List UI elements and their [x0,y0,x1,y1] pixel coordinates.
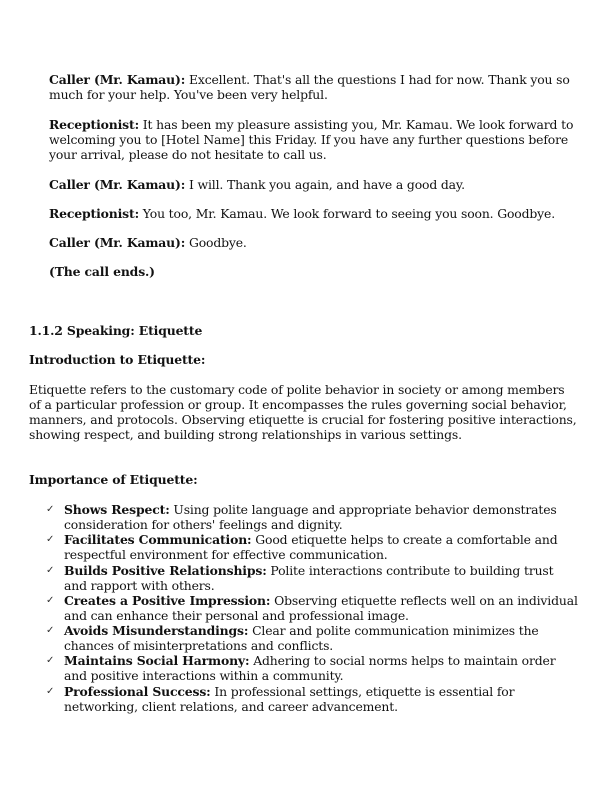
item-title: Facilitates Communication: [64,532,252,548]
speaker-label: Receptionist: [49,117,140,132]
checkmark-icon: ✓ [46,625,55,637]
checkmark-icon: ✓ [46,594,55,606]
dialogue-text: Excellent. That's all the questions I had for now. Thank you so much for your help. You've been very helpful. [49,72,570,102]
speaker-label: Caller (Mr. Kamau): [49,235,186,250]
list-item [29,563,579,593]
speaker-label: Caller (Mr. Kamau): [49,177,186,192]
list-item [29,623,579,653]
list-item [29,502,579,532]
speaker-label: Receptionist: [49,206,140,221]
dialogue-text: You too, Mr. Kamau. We look forward to seeing you soon. Goodbye. [139,206,555,221]
dialogue-text: Goodbye. [185,235,247,250]
dialogue-line [49,72,579,102]
call-end-note: (The call ends.) [49,264,155,279]
item-title: Shows Respect: [64,502,170,517]
item-title: Maintains Social Harmony: [64,653,250,669]
checkmark-icon: ✓ [46,564,55,576]
dialogue-text: It has been my pleasure assisting you, Mr. Kamau. We look forward to welcoming you to [Hotel Name] this Friday. If you have any further questions before your arrival, please do not hesitate to call us. [49,117,574,162]
checkmark-icon: ✓ [46,504,55,515]
section-heading: 1.1.2 Speaking: Etiquette [29,323,203,338]
checkmark-icon: ✓ [46,685,55,697]
item-title: Avoids Misunderstandings: [64,623,249,639]
item-text: Good etiquette helps to create a comfortable and respectful environment for effective communication. [64,532,558,563]
dialogue-line [49,117,579,162]
item-title: Creates a Positive Impression: [64,592,271,608]
dialogue-text: I will. Thank you again, and have a good day. [185,177,465,192]
importance-heading: Importance of Etiquette: [29,472,198,487]
item-text: In professional settings, etiquette is essential for networking, client relations, and career advancement. [64,683,515,714]
list-item [29,684,579,714]
dialogue-line [49,235,579,250]
item-title: Builds Positive Relationships: [64,562,267,578]
checkmark-icon: ✓ [46,534,55,546]
speaker-label: Caller (Mr. Kamau): [49,72,186,87]
item-text: Using polite language and appropriate behavior demonstrates consideration for others' feelings and dignity. [64,502,557,532]
item-text: Clear and polite communication minimizes the chances of misinterpretations and conflicts. [64,623,539,654]
item-text: Observing etiquette reflects well on an individual and can enhance their personal and professional image. [64,592,578,623]
importance-list [29,502,579,714]
item-title: Professional Success: [64,683,211,699]
item-text: Polite interactions contribute to building trust and rapport with others. [64,562,554,593]
list-item [29,653,579,683]
intro-heading: Introduction to Etiquette: [29,352,206,367]
intro-paragraph: Etiquette refers to the customary code of polite behavior in society or among members of a particular profession or group. It encompasses the rules governing social behavior, manners, and protocols. Observing etiquette is crucial for fostering positive interactions, showing respect, and building strong relationships in various settings. [29,382,577,442]
list-item [29,593,579,623]
item-text: Adhering to social norms helps to maintain order and positive interactions within a community. [64,653,556,684]
dialogue-line [49,206,579,221]
dialogue-line [49,177,579,192]
checkmark-icon: ✓ [46,655,55,667]
list-item [29,532,579,562]
